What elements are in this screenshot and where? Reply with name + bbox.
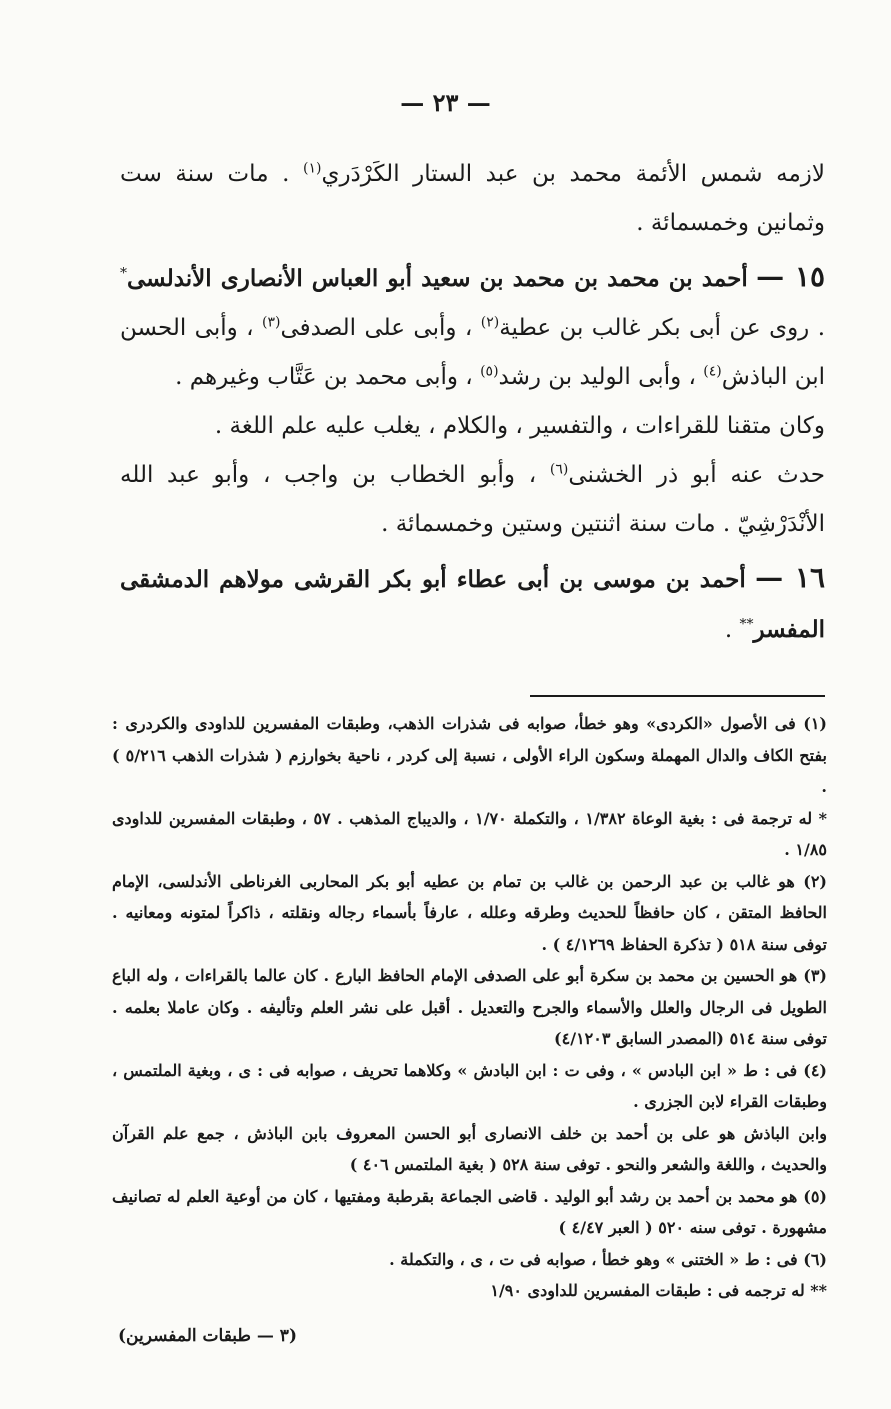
footnote-divider [530, 695, 825, 697]
continuation-text: لازمه شمس الأئمة محمد بن عبد الستار الكَرْدَري [321, 161, 826, 187]
continuation-end: . مات سنة ست وثمانين وخمسمائة . [120, 161, 825, 236]
entry-16-stars: ** [739, 616, 754, 633]
entry-16-end: . [724, 617, 733, 643]
entry-15-paragraph-3 [120, 451, 825, 549]
entry-15-name: أحمد بن محمد بن محمد بن سعيد أبو العباس الأنصارى الأندلسى [127, 265, 748, 292]
footnote-ref-4: (٤) [703, 363, 722, 380]
page-number: — ٢٣ — [400, 88, 491, 117]
footnote-double-star: ** له ترجمه فى : طبقات المفسرين للداودى ١/٩٠ [490, 1281, 827, 1300]
entry-15-text-a: روى عن أبى بكر غالب بن عطية [499, 315, 810, 341]
entry-15-end: . [817, 315, 826, 341]
footnote-6: (٦) فى : ط « الختنى » وهو خطأ ، صوابه فى ت ، ى ، والتكملة . [389, 1249, 827, 1269]
footnote-1: (١) فى الأصول «الكردى» وهو خطأ، صوابه فى شذرات الذهب، وطبقات المفسرين للداودى والكردرى : بفتح الكاف والدال المهملة وسكون الراء الأولى ، نسبة إلى كردر ، ناحية بخوارزم ( شذرات الذهب ٥/٢١٦ ) . [112, 714, 828, 796]
footnote-3: (٣) هو الحسين بن محمد بن سكرة أبو على الصدفى الإمام الحافظ البارع . كان عالما بالقراءات ، وله الباع الطويل فى الرجال والعلل والأسماء والجرح والتعديل . أقبل على نشر العلم وتأليفه . وكان عاملا بعلمه . توفى سنة ٥١٤ (المصدر السابق ٤/١٢٠٣) [112, 966, 827, 1048]
entry-15-text-d: ، وأبى الوليد بن رشد [498, 364, 696, 390]
footnote-star: * له ترجمة فى : بغية الوعاة ١/٣٨٢ ، والتكملة ١/٧٠ ، والديباج المذهب . ٥٧ ، وطبقات المفسرين للداودى ١/٨٥ . [112, 808, 828, 859]
footnote-ref-5: (٥) [480, 363, 499, 380]
entry-15-text-h: ، وأبو الخطاب بن واجب ، وأبو عبد الله الأنْدَرْشِيّ . مات سنة اثنتين وستين وخمسمائة . [120, 462, 825, 537]
entry-15-number: ١٥ — [756, 260, 826, 293]
entry-15-text-f: وكان متقنا للقراءات ، والتفسير ، والكلام ، يغلب عليه علم اللغة . [214, 413, 825, 439]
entry-15 [120, 252, 825, 402]
footnote-ref-1: (١) [302, 160, 322, 177]
continuation-paragraph [120, 150, 825, 248]
footnote-4: (٤) فى : ط « ابن البادس » ، وفى ت : ابن البادش » وكلاهما تحريف ، صوابه فى : ى ، وبغية الملتمس ، وطبقات القراء لابن الجزرى . [112, 1060, 827, 1111]
entry-15-text-b: ، وأبى على الصدفى [280, 315, 473, 341]
entry-16-name: أحمد بن موسى بن أبى عطاء أبو بكر القرشى مولاهم الدمشقى المفسر [120, 566, 825, 643]
footnote-ref-6: (٦) [549, 461, 569, 478]
footnote-ref-2: (٢) [480, 314, 500, 331]
footnote-5: (٥) هو محمد بن أحمد بن رشد أبو الوليد . قاضى الجماعة بقرطبة ومفتيها ، كان من أوعية العلم له تصانيف مشهورة . توفى سنه ٥٢٠ ( العبر ٤/٤٧ ) [112, 1186, 827, 1237]
footnote-2: (٢) هو غالب بن عبد الرحمن بن غالب بن تمام بن عطيه أبو بكر المحاربى الغرناطى الأندلسى، الإمام الحافظ المتقن ، كان حافظاً للحديث وطرقه وعلله ، عارفاً بأسماء رجاله ونقلته ، ذاكراً لمتونه ومعانيه . توفى سنة ٥١٨ ( تذكرة الحفاظ ٤/١٢٦٩ ) . [112, 871, 827, 954]
entry-15-text-c: ، وأبى الحسن ابن الباذش [120, 315, 825, 390]
entry-15-text-g: حدث عنه أبو ذر الخشنى [568, 462, 825, 488]
entry-15-star: * [120, 265, 127, 282]
footnote-ref-3: (٣) [262, 314, 281, 331]
footnotes [112, 708, 827, 1307]
signature-mark: (٣ — طبقات المفسرين) [118, 1326, 297, 1346]
footnote-4-continued: وابن الباذش هو على بن أحمد بن خلف الانصارى أبو الحسن المعروف بابن الباذش ، جمع علم القرآن والحديث ، واللغة والشعر والنحو . توفى سنة ٥٢٨ ( بغية الملتمس ٤٠٦ ) [112, 1123, 827, 1174]
entry-16 [120, 553, 825, 655]
entry-16-number: ١٦ — [755, 561, 826, 594]
main-text [120, 150, 825, 655]
entry-15-text-e: ، وأبى محمد بن عَتَّاب وغيرهم . [175, 364, 473, 390]
entry-15-paragraph-2 [120, 402, 825, 451]
